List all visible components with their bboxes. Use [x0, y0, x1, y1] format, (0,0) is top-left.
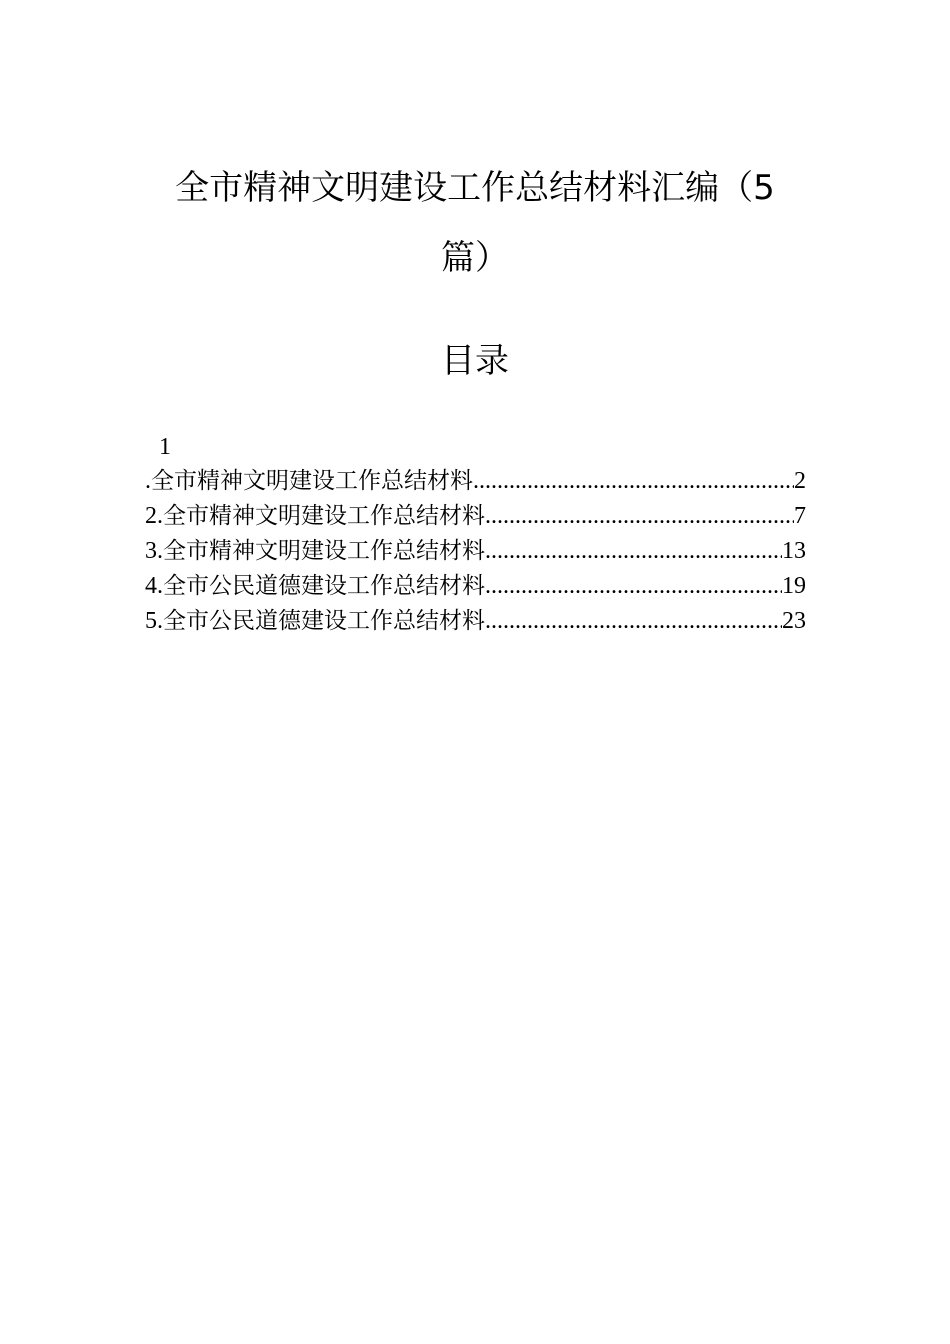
toc-entry-page: 2 — [794, 468, 806, 494]
toc-entry-prefix: 2. — [145, 503, 163, 529]
toc-entry-5[interactable] — [145, 604, 806, 639]
toc-entry-label — [145, 604, 485, 639]
toc-entry-label — [145, 569, 485, 604]
table-of-contents — [145, 430, 806, 639]
toc-entry-label — [145, 464, 473, 499]
toc-heading: 目录 — [441, 341, 509, 381]
toc-entry-prefix: 5. — [145, 608, 163, 634]
toc-entry-prefix: . — [145, 468, 151, 494]
toc-entry-label — [145, 499, 485, 534]
toc-entry-1[interactable] — [145, 464, 806, 499]
toc-entry-3[interactable] — [145, 534, 806, 569]
toc-entry-title: 全市精神文明建设工作总结材料 — [163, 538, 485, 564]
toc-entry-label — [145, 534, 485, 569]
toc-entry-page: 13 — [782, 538, 806, 564]
toc-leader-dots — [473, 464, 794, 499]
document-title-line-1: 全市精神文明建设工作总结材料汇编（5 — [175, 168, 775, 208]
toc-entry-title: 全市公民道德建设工作总结材料 — [163, 573, 485, 599]
toc-entry-2[interactable] — [145, 499, 806, 534]
toc-entry-title: 全市公民道德建设工作总结材料 — [163, 608, 485, 634]
toc-leader-dots — [485, 604, 782, 639]
toc-leader-dots — [485, 569, 782, 604]
document-title-line-2: 篇） — [441, 238, 509, 278]
toc-entry-prefix: 4. — [145, 573, 163, 599]
toc-entry-1-number: 1 — [159, 434, 171, 460]
toc-entry-title: 全市精神文明建设工作总结材料 — [163, 503, 485, 529]
toc-entry-prefix: 3. — [145, 538, 163, 564]
toc-entry-page: 7 — [794, 503, 806, 529]
toc-entry-4[interactable] — [145, 569, 806, 604]
toc-entry-page: 23 — [782, 608, 806, 634]
toc-leader-dots — [485, 534, 782, 569]
toc-entry-page: 19 — [782, 573, 806, 599]
toc-entry-title: 全市精神文明建设工作总结材料 — [151, 468, 473, 494]
toc-leader-dots — [485, 499, 794, 534]
